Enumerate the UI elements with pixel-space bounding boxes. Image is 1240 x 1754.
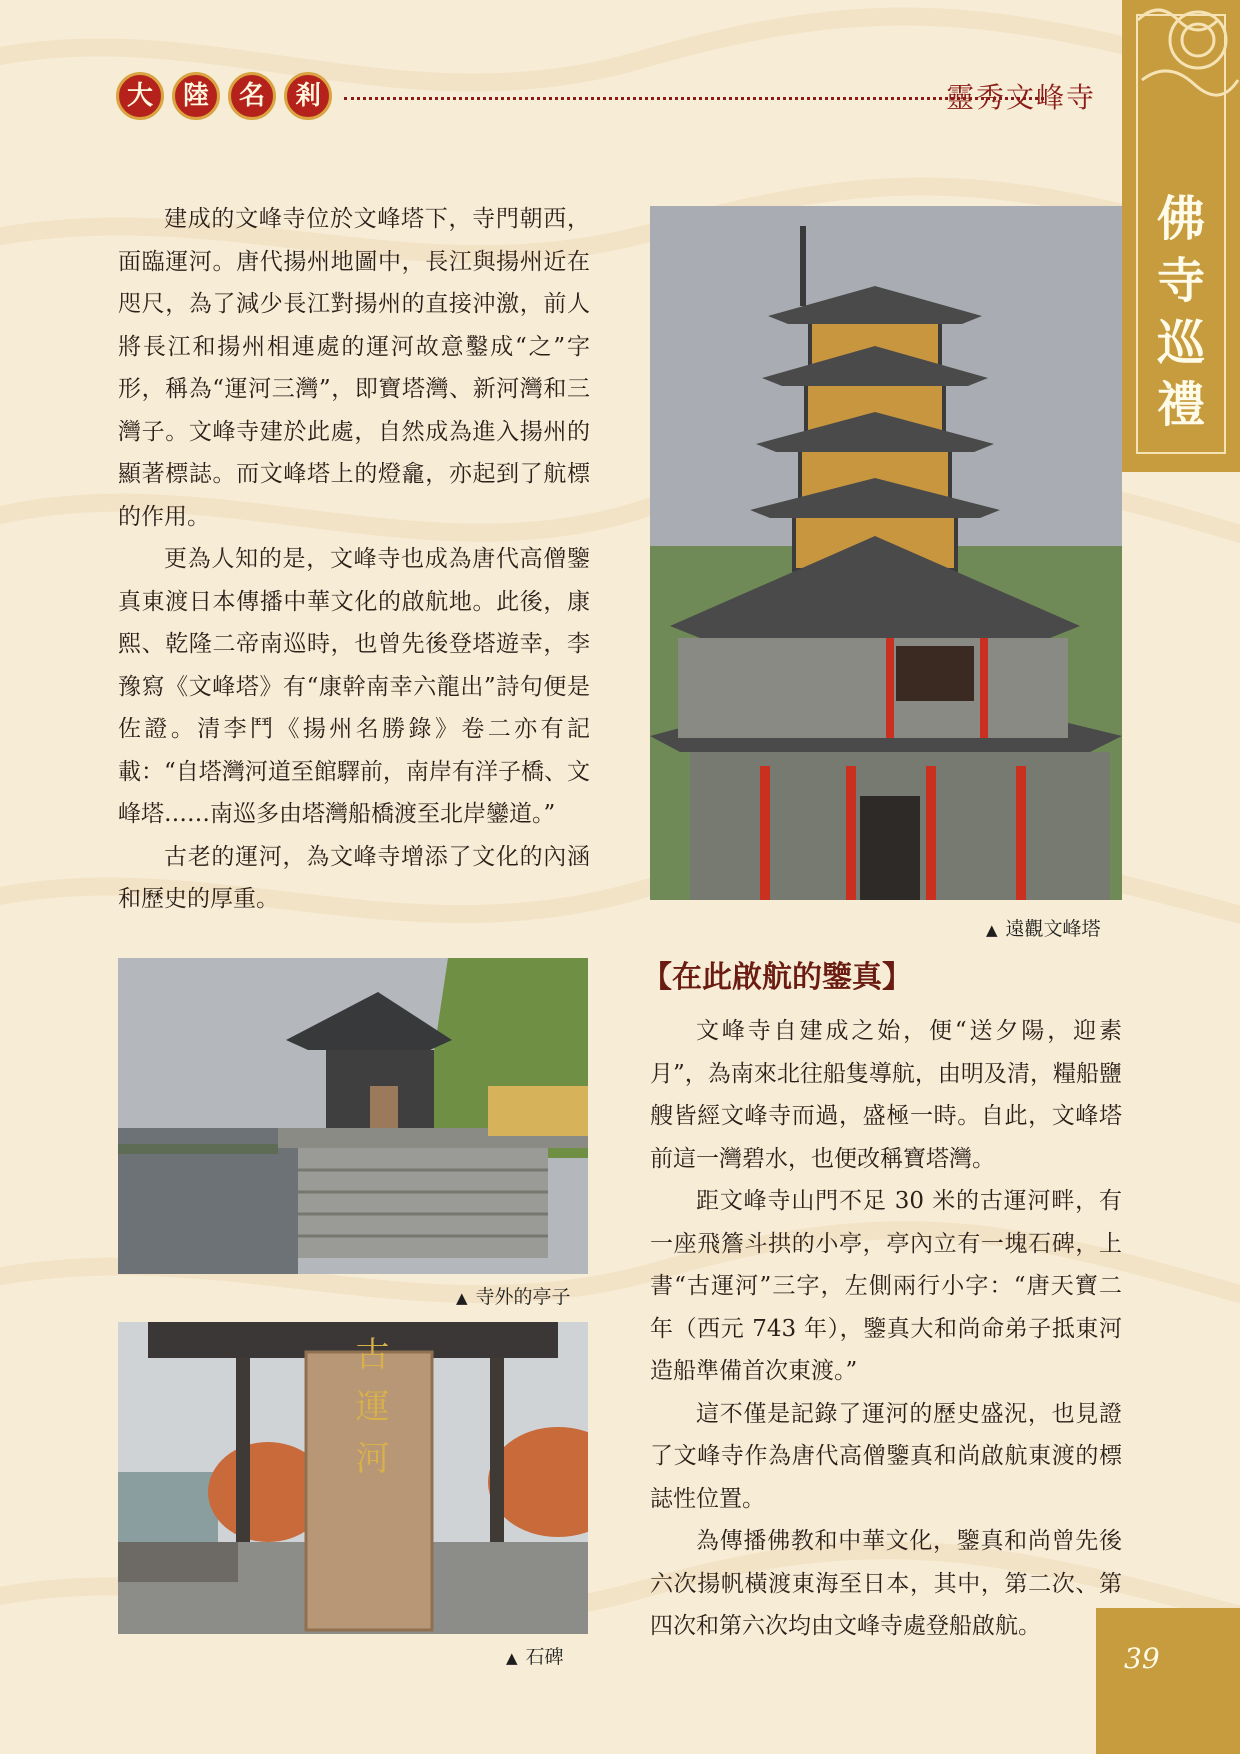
header-title: 靈秀文峰寺 (945, 81, 1096, 114)
right-article-column (650, 1010, 1122, 1648)
section-paragraph-3: 這不僅是記錄了運河的歷史盛況，也見證了文峰寺作為唐代高僧鑒真和尚啟航東渡的標誌性位置。 (650, 1400, 1122, 1512)
seal-char-4: 剎 (284, 72, 332, 120)
stele-photo (118, 1322, 588, 1634)
section-paragraph-2: 距文峰寺山門不足 30 米的古運河畔，有一座飛簷斗拱的小亭，亭內立有一塊石碑，上書“古運河”三字，左側兩行小字：“唐天寶二年（西元 743 年），鑒真大和尚命弟子抵東河造船準備首次東渡。” (650, 1188, 1122, 1384)
seal-char-3: 名 (228, 72, 276, 120)
triangle-marker-icon: ▲ (456, 1289, 468, 1307)
stele-inscription-text: 古運河 (349, 1336, 389, 1492)
page-number: 39 (1124, 1642, 1160, 1675)
seal-char-1: 大 (116, 72, 164, 120)
header-dotted-rule (344, 97, 1044, 100)
page-number-box (1096, 1608, 1240, 1754)
paragraph-1: 建成的文峰寺位於文峰塔下，寺門朝西，面臨運河。唐代揚州地圖中，長江與揚州近在咫尺，為了減少長江對揚州的直接沖激，前人將長江和揚州相連處的運河故意鑿成“之”字形，稱為“運河三灣”，即寶塔灣、新河灣和三灣子。文峰寺建於此處，自然成為進入揚州的顯著標誌。而文峰塔上的燈龕，亦起到了航標的作用。 (118, 206, 590, 530)
section-side-tab (1122, 0, 1240, 472)
stele-caption (506, 1642, 564, 1669)
left-article-column (118, 198, 590, 921)
paragraph-2: 更為人知的是，文峰寺也成為唐代高僧鑒真東渡日本傳播中華文化的啟航地。此後，康熙、乾隆二帝南巡時，也曾先後登塔遊幸，李豫寫《文峰塔》有“康幹南幸六龍出”詩句便是佐證。清李鬥《揚州名勝錄》卷二亦有記載：“自塔灣河道至館驛前，南岸有洋子橋、文峰塔……南巡多由塔灣船橋渡至北岸鑾道。” (118, 546, 590, 827)
pavilion-caption (456, 1282, 571, 1309)
pagoda-photo (650, 206, 1122, 900)
pagoda-caption (986, 914, 1101, 941)
pavilion-caption-text: 寺外的亭子 (475, 1286, 571, 1308)
triangle-marker-icon: ▲ (986, 921, 998, 939)
paragraph-3: 古老的運河，為文峰寺增添了文化的內涵和歷史的厚重。 (118, 843, 590, 912)
section-heading: 【在此啟航的鑒真】 (642, 960, 912, 995)
section-paragraph-4: 為傳播佛教和中華文化，鑒真和尚曾先後六次揚帆橫渡東海至日本，其中，第二次、第四次和第六次均由文峰寺處登船啟航。 (650, 1528, 1122, 1639)
side-tab-title (1122, 188, 1240, 436)
pavilion-photo (118, 958, 588, 1274)
triangle-marker-icon: ▲ (506, 1649, 518, 1667)
cloud-ornament-icon (1128, 0, 1240, 120)
stele-caption-text: 石碑 (525, 1646, 564, 1668)
stele-inscription (349, 1336, 389, 1492)
side-title-text: 佛寺巡禮 (1156, 191, 1205, 433)
section-paragraph-1: 文峰寺自建成之始，便“送夕陽，迎素月”，為南來北往船隻導航，由明及清，糧船鹽艘皆經文峰寺而過，盛極一時。自此，文峰塔前這一灣碧水，也便改稱寶塔灣。 (650, 1018, 1122, 1172)
pagoda-caption-text: 遠觀文峰塔 (1005, 918, 1101, 940)
page-header (116, 68, 1096, 128)
seal-char-2: 陸 (172, 72, 220, 120)
